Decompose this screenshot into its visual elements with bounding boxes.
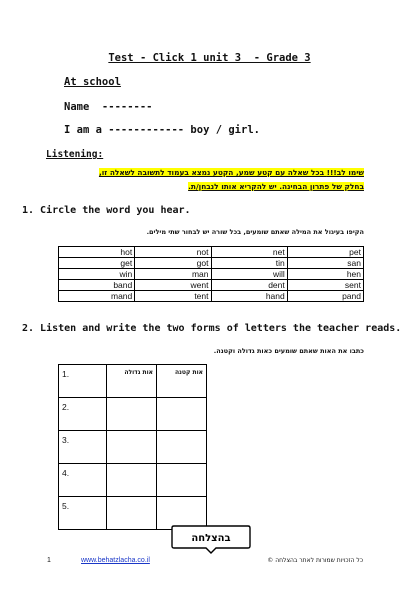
word-cell[interactable]: net	[211, 247, 287, 258]
table-row	[59, 280, 364, 291]
table-row	[59, 431, 207, 464]
word-cell[interactable]: band	[59, 280, 135, 291]
listening-note-second: בחלק של פתרון הבחינה. יש להקריא אותו לנבחן/ת.	[188, 182, 364, 191]
word-cell[interactable]: get	[59, 258, 135, 269]
word-cell[interactable]: hand	[211, 291, 287, 302]
lowercase-answer-cell[interactable]	[157, 398, 207, 431]
question-1-title: 1. Circle the word you hear.	[22, 205, 191, 216]
uppercase-answer-cell[interactable]	[107, 431, 157, 464]
word-cell[interactable]: pand	[287, 291, 363, 302]
table-row	[59, 258, 364, 269]
word-cell[interactable]: man	[135, 269, 211, 280]
listening-label: Listening:	[46, 149, 104, 160]
table-row	[59, 269, 364, 280]
at-school-heading	[64, 76, 121, 88]
logo-text: בהצלחה	[191, 533, 231, 544]
word-cell[interactable]: pet	[287, 247, 363, 258]
row-number: 3.	[59, 431, 107, 464]
copyright-notice: כל הזכויות שמורות לאתר בהצלחה ©	[267, 557, 363, 564]
name-line: Name --------	[64, 101, 153, 113]
word-cell[interactable]: win	[59, 269, 135, 280]
word-cell[interactable]: will	[211, 269, 287, 280]
lowercase-answer-cell[interactable]	[157, 464, 207, 497]
row-number: 4.	[59, 464, 107, 497]
behatzlacha-logo	[170, 524, 252, 554]
page-number: 1	[47, 557, 51, 564]
table-row	[59, 247, 364, 258]
word-cell[interactable]: sent	[287, 280, 363, 291]
table-row	[59, 464, 207, 497]
at-school-text: At school	[64, 76, 121, 88]
lowercase-answer-cell[interactable]	[157, 431, 207, 464]
website-link[interactable]: www.behatzlacha.co.il	[81, 557, 150, 564]
word-cell[interactable]: tin	[211, 258, 287, 269]
word-cell[interactable]: went	[135, 280, 211, 291]
word-cell[interactable]: not	[135, 247, 211, 258]
word-cell[interactable]: hen	[287, 269, 363, 280]
lowercase-header: אות קטנה	[157, 365, 207, 398]
listening-note-line1	[54, 168, 364, 177]
uppercase-answer-cell[interactable]	[107, 398, 157, 431]
question-2-instruction: כתבו את האות שאתם שומעים כאות גדולה וקטנה.	[213, 347, 364, 355]
uppercase-answer-cell[interactable]	[107, 497, 157, 530]
uppercase-answer-cell[interactable]	[107, 464, 157, 497]
test-title: Test - Click 1 unit 3 - Grade 3	[108, 52, 311, 64]
table-row	[59, 291, 364, 302]
row-number: 2.	[59, 398, 107, 431]
question-1-instruction: הקיפו בעיגול את המילה שאתם שומעים, בכל שורה יש לבחור שתי מילים.	[146, 228, 364, 236]
listening-note-rest: בכל שאלה עם קטע שמע, הקטע נמצא בעמוד לתשובה לשאלה זו,	[98, 168, 327, 177]
listening-note-attention: שימו לב!!!	[326, 168, 364, 177]
word-cell[interactable]: dent	[211, 280, 287, 291]
table-row	[59, 398, 207, 431]
gender-line: I am a ------------ boy / girl.	[64, 124, 260, 136]
table-row	[59, 365, 207, 398]
uppercase-header: אות גדולה	[107, 365, 157, 398]
word-cell[interactable]: san	[287, 258, 363, 269]
word-cell[interactable]: mand	[59, 291, 135, 302]
letters-table	[58, 364, 207, 530]
word-cell[interactable]: hot	[59, 247, 135, 258]
word-cell[interactable]: got	[135, 258, 211, 269]
row-number: 1.	[59, 365, 107, 398]
word-cell[interactable]: tent	[135, 291, 211, 302]
listening-note-line2	[54, 182, 364, 191]
question-2-title: 2. Listen and write the two forms of letters the teacher reads.	[22, 323, 402, 334]
word-table	[58, 246, 364, 302]
row-number: 5.	[59, 497, 107, 530]
